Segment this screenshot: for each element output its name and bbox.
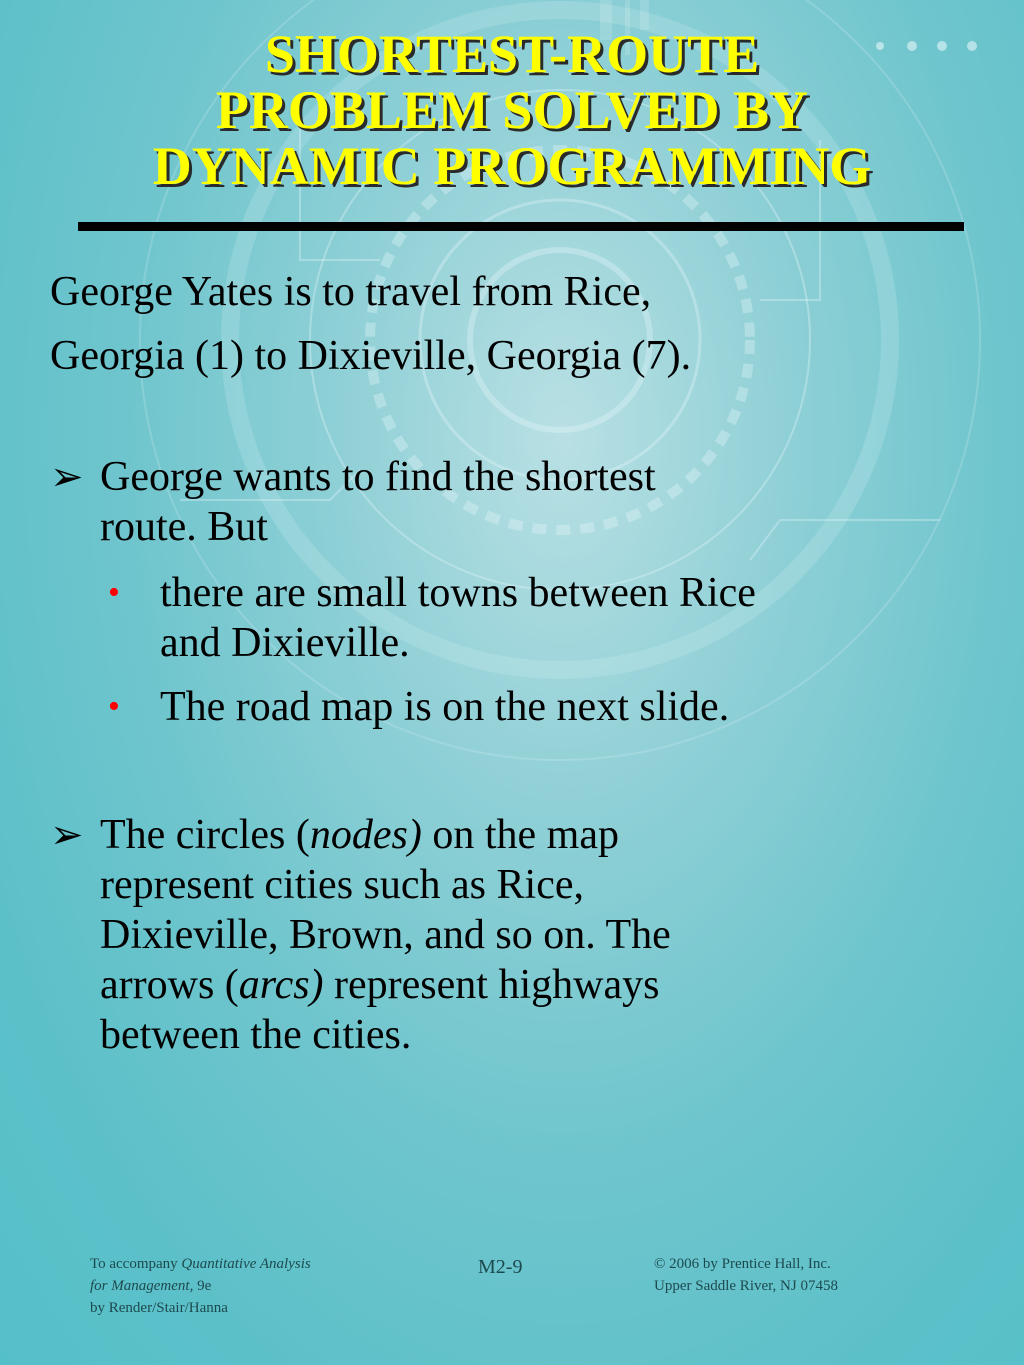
bullet-line: Dixieville, Brown, and so on. The bbox=[100, 912, 671, 958]
bullet-line: The circles (nodes) on the map bbox=[100, 812, 619, 858]
bullet-line: route. But bbox=[100, 504, 268, 550]
red-dot-bullet-icon: • bbox=[108, 688, 120, 725]
term-nodes: nodes) bbox=[309, 812, 422, 858]
arrowhead-bullet-icon: ➢ bbox=[50, 812, 84, 857]
footer-copyright: © 2006 by Prentice Hall, Inc. Upper Saddle River, NJ 07458 bbox=[654, 1256, 838, 1294]
subpoint-line: there are small towns between Rice bbox=[160, 570, 756, 616]
footer-book-credit: To accompany Quantitative Analysis for Management, 9e by Render/Stair/Hanna bbox=[90, 1256, 311, 1316]
title-line: SHORTEST-ROUTE bbox=[264, 24, 760, 84]
subpoint-text bbox=[160, 682, 928, 732]
bullet-line: between the cities. bbox=[100, 1012, 412, 1058]
red-dot-bullet-icon: • bbox=[108, 574, 120, 611]
subpoint-line: and Dixieville. bbox=[160, 620, 410, 666]
arrowhead-bullet-icon: ➢ bbox=[50, 454, 84, 499]
slide-title bbox=[40, 26, 984, 194]
slide-number: M2-9 bbox=[478, 1256, 523, 1278]
subpoint-small-towns bbox=[108, 568, 928, 668]
bullet-text bbox=[100, 452, 950, 552]
intro-line: George Yates is to travel from Rice, bbox=[50, 269, 652, 315]
title-line: DYNAMIC PROGRAMMING bbox=[152, 136, 872, 196]
title-divider bbox=[78, 222, 964, 231]
intro-paragraph bbox=[50, 260, 950, 388]
subpoint-text bbox=[160, 568, 928, 668]
title-line: PROBLEM SOLVED BY bbox=[215, 80, 809, 140]
bullet-line: George wants to find the shortest bbox=[100, 454, 656, 500]
bullet-line: represent cities such as Rice, bbox=[100, 862, 584, 908]
bullet-line: arrows (arcs) represent highways bbox=[100, 962, 660, 1008]
subpoint-line: The road map is on the next slide. bbox=[160, 684, 730, 730]
subpoint-road-map bbox=[108, 682, 928, 732]
bullet-point-circles-nodes bbox=[50, 810, 950, 1060]
bullet-point-shortest-route bbox=[50, 452, 950, 552]
intro-line: Georgia (1) to Dixieville, Georgia (7). bbox=[50, 333, 692, 379]
bullet-text bbox=[100, 810, 950, 1060]
term-arcs: arcs) bbox=[238, 962, 324, 1008]
